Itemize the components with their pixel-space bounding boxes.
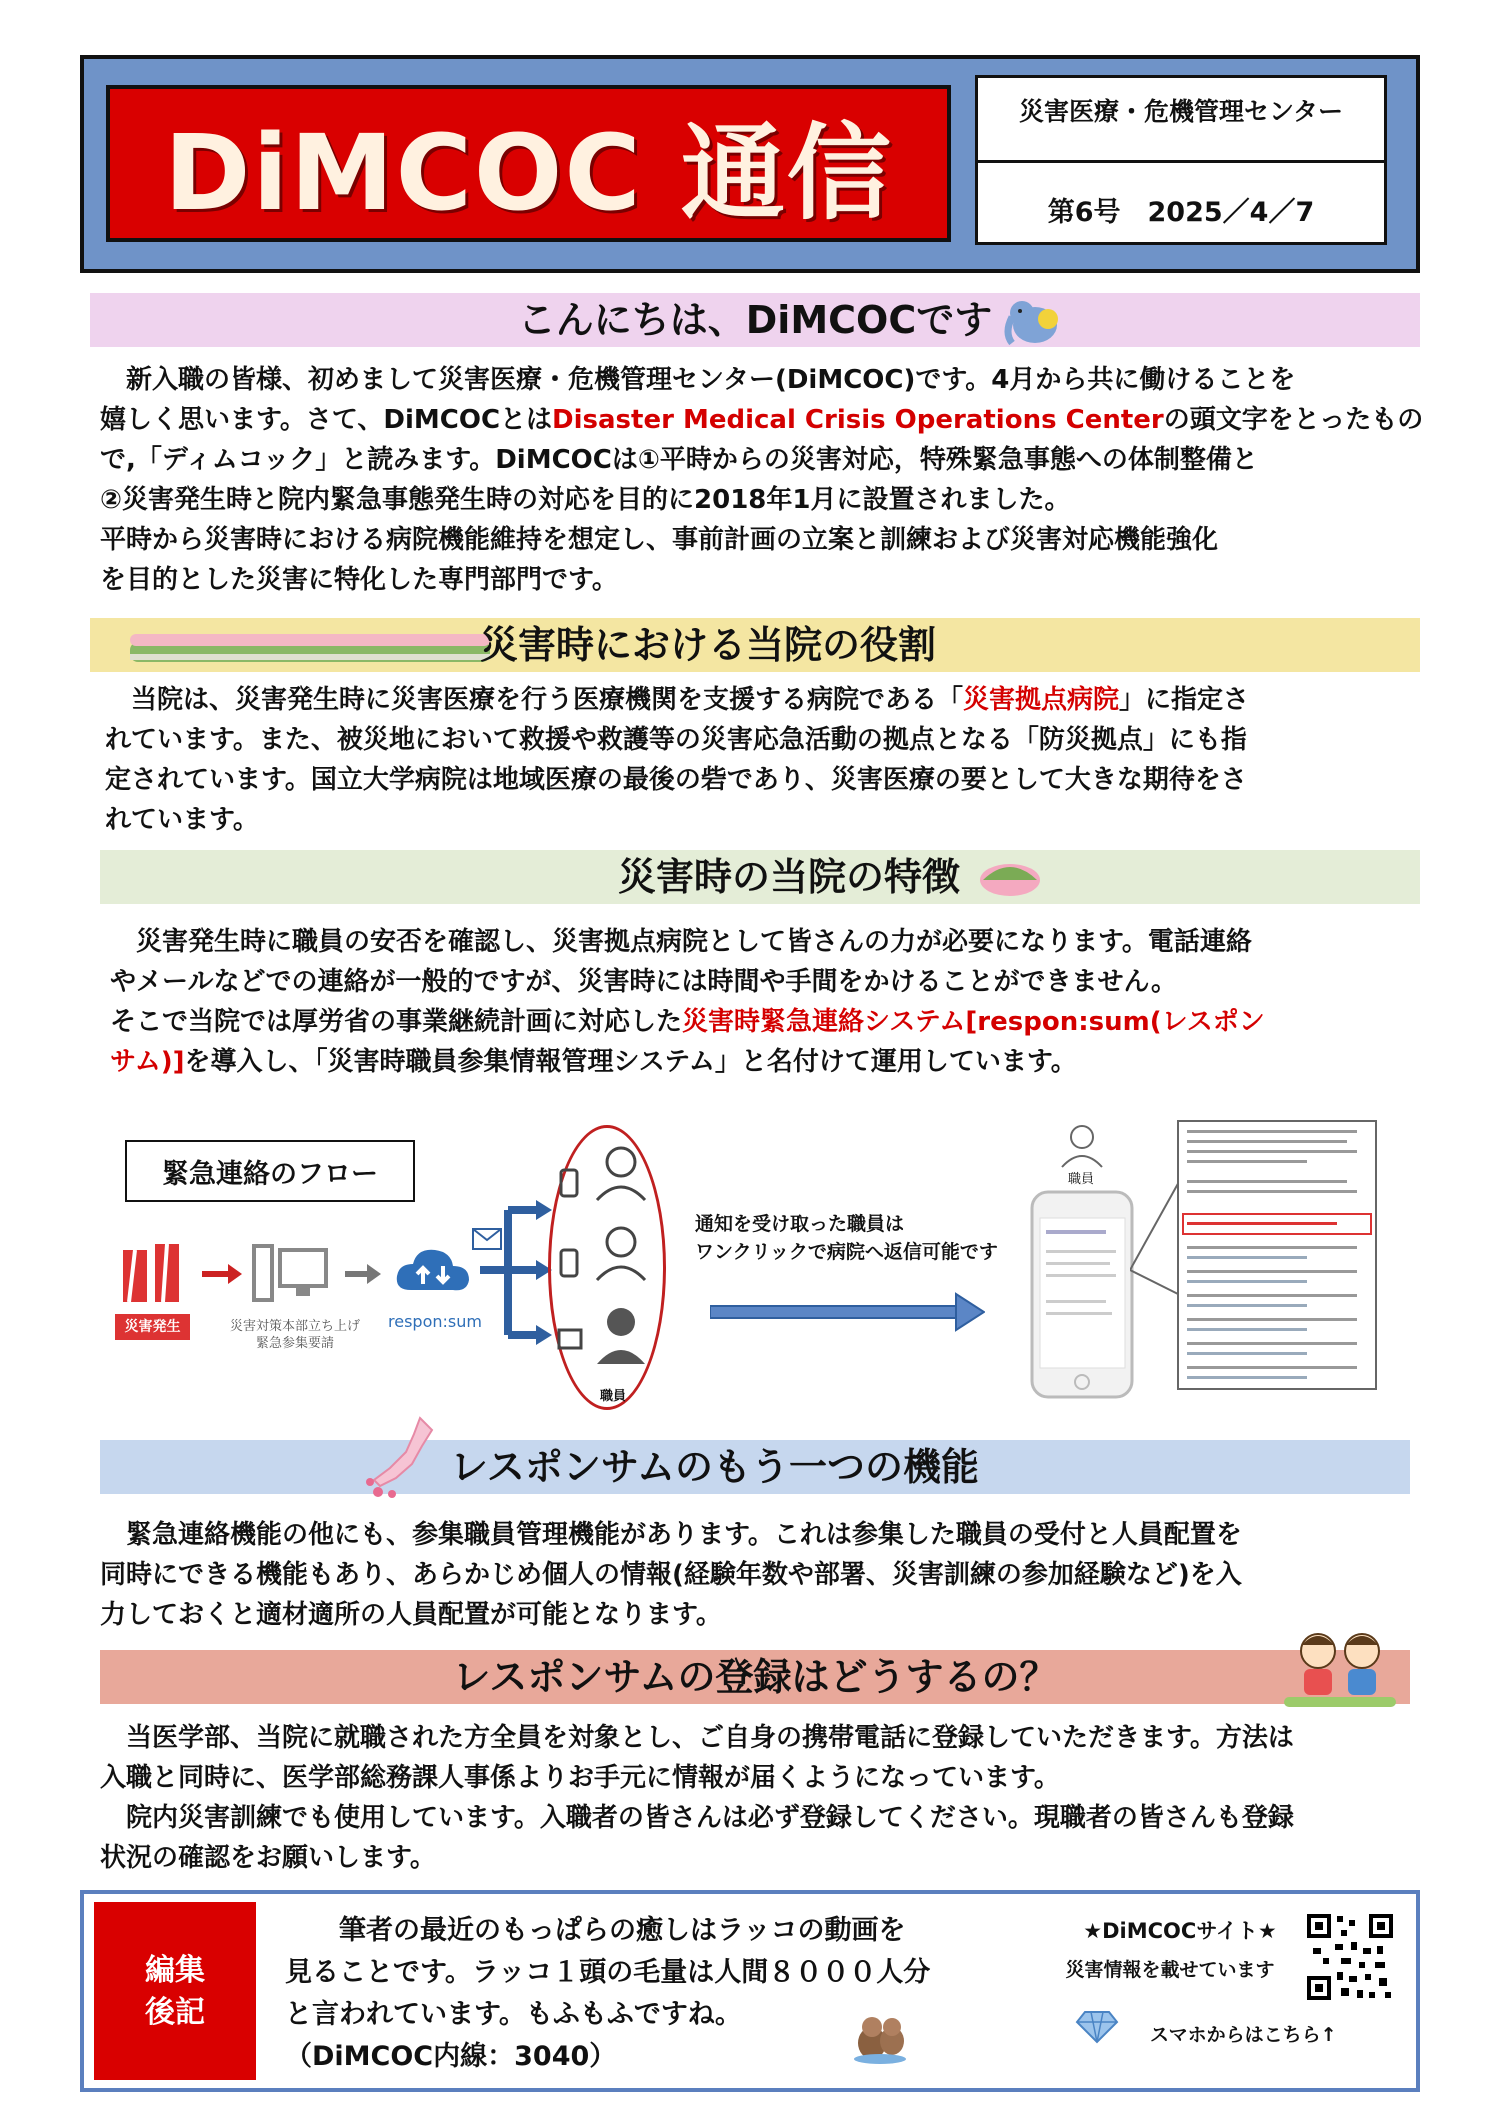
text-line: れています。 xyxy=(105,805,259,835)
section-title-features: 災害時の当院の特徴 xyxy=(617,855,960,899)
greeting-paragraph xyxy=(100,360,1430,600)
text-line: と言われています。もふもふですね。 xyxy=(285,1999,742,2030)
responsum-name: 災害時緊急連絡システム[respon:sum(レスポン xyxy=(682,1007,1265,1037)
role-paragraph xyxy=(105,680,1435,840)
text-line: 平時から災害時における病院機能維持を想定し、事前計画の立案と訓練および災害対応機能強化 xyxy=(100,525,1219,555)
text-line: で,「ディムコック」と読みます。DiMCOCは①平時からの災害対応，特殊緊急事態への体制整備と xyxy=(100,445,1258,475)
flow-label: 緊急連絡のフロー xyxy=(162,1159,378,1190)
editor-note-label xyxy=(94,1950,256,2034)
elephant-icon xyxy=(1000,285,1070,359)
label-line: 編集 xyxy=(145,1953,205,1988)
site-note: 災害情報を載せています xyxy=(1065,1959,1275,1981)
disaster-base-hospital: 災害拠点病院 xyxy=(963,685,1120,715)
dimcoc-full-name: Disaster Medical Crisis Operations Center xyxy=(552,405,1164,435)
text-line: 院内災害訓練でも使用しています。入職者の皆さんは必ず登録してください。現職者の皆さんも登録 xyxy=(100,1803,1294,1833)
japan-map-sakura-icon xyxy=(360,1412,450,1506)
text-line: を導入し、「災害時職員参集情報管理システム」と名付けて運用しています。 xyxy=(184,1047,1077,1077)
diamond-icon xyxy=(1075,2010,1119,2048)
disaster-label: 災害発生 xyxy=(115,1314,190,1340)
children-icon xyxy=(1280,1615,1400,1714)
branch-arrows xyxy=(480,1190,555,1394)
text-line: 当院は、災害発生時に災害医療を行う医療機関を支援する病院である「 xyxy=(105,685,964,715)
hq-text-2: 緊急参集要請 xyxy=(255,1336,334,1351)
features-paragraph xyxy=(110,922,1430,1082)
text-line: ②災害発生時と院内緊急事態発生時の対応を目的に2018年1月に設置されました。 xyxy=(100,485,1071,515)
sakura-mochi-icon xyxy=(975,850,1045,908)
responsum-label: respon:sum xyxy=(388,1312,482,1331)
staff-label: 職員 xyxy=(600,1389,627,1404)
phone-staff-label: 職員 xyxy=(1068,1172,1095,1187)
computer-icon xyxy=(250,1238,330,1312)
registration-paragraph xyxy=(100,1718,1440,1878)
smartphone-mockup xyxy=(1030,1190,1135,1404)
staff-icons xyxy=(555,1140,655,1394)
issue-number-date: 第6号 2025／4／7 xyxy=(1047,197,1315,228)
text-line: を目的とした災害に特化した専門部門です。 xyxy=(100,565,618,595)
text-line: 入職と同時に、医学部総務課人事係よりお手元に情報が届くようになっています。 xyxy=(100,1763,1060,1793)
message-sample xyxy=(1177,1120,1377,1390)
arrow-right-icon xyxy=(345,1262,381,1290)
section-title-registration: レスポンサムの登録はどうするの？ xyxy=(452,1655,1058,1699)
responsum-name-cont: サム)] xyxy=(110,1047,185,1077)
cloud-icon xyxy=(393,1240,473,1304)
qr-code[interactable] xyxy=(1305,1912,1395,2006)
other-function-paragraph xyxy=(100,1515,1430,1635)
text-line: （DiMCOC内線：3040） xyxy=(285,2041,617,2072)
text-line: やメールなどでの連絡が一般的ですが、災害時には時間や手間をかけることができません。 xyxy=(110,967,1178,997)
text-line: の頭文字をとったもの xyxy=(1163,405,1424,435)
label-line: 後記 xyxy=(145,1995,205,2030)
arrow-right-icon xyxy=(202,1262,242,1290)
section-title-greeting: こんにちは、DiMCOCです xyxy=(517,298,993,342)
long-arrow xyxy=(710,1292,985,1336)
text-line: 見ることです。ラッコ１頭の毛量は人間８０００人分 xyxy=(285,1957,931,1988)
text-line: 嬉しく思います。さて、DiMCOCとは xyxy=(100,405,553,435)
notice-line: 通知を受け取った職員は xyxy=(695,1213,905,1235)
text-line: 新入職の皆様、初めまして災害医療・危機管理センター(DiMCOC)です。4月から共に働けることを xyxy=(100,365,1296,395)
text-line: 同時にできる機能もあり、あらかじめ個人の情報(経験年数や部署、災害訓練の参加経験など)を入 xyxy=(100,1560,1242,1590)
disaster-building-icon xyxy=(115,1240,190,1312)
doctor-icon xyxy=(1060,1123,1104,1173)
sea-otter-icon xyxy=(850,2005,910,2069)
text-line: 災害発生時に職員の安否を確認し、災害拠点病院として皆さんの力が必要になります。電話連絡 xyxy=(110,927,1252,957)
text-line: そこで当院では厚労省の事業継続計画に対応した xyxy=(110,1007,683,1037)
section-title-other-function: レスポンサムのもう一つの機能 xyxy=(450,1445,979,1489)
text-line: 状況の確認をお願いします。 xyxy=(100,1843,436,1873)
hq-text-1: 災害対策本部立ち上げ xyxy=(229,1319,360,1334)
notice-text xyxy=(695,1210,1015,1266)
newsletter-title: DiMCOC 通信 xyxy=(164,111,893,234)
text-line: 筆者の最近のもっぱらの癒しはラッコの動画を xyxy=(285,1915,906,1946)
text-line: 当医学部、当院に就職された方全員を対象とし、ご自身の携帯電話に登録していただきます。方法は xyxy=(100,1723,1294,1753)
text-line: 」に指定さ xyxy=(1119,685,1250,715)
editor-note-text xyxy=(285,1910,1045,2078)
text-line: 定されています。国立大学病院は地域医療の最後の砦であり、災害医療の要として大きな期待をさ xyxy=(105,765,1247,795)
section-title-role: 災害時における当院の役割 xyxy=(480,623,937,667)
site-title: ★DiMCOCサイト★ xyxy=(1083,1919,1277,1943)
organization-name: 災害医療・危機管理センター xyxy=(1018,97,1343,126)
sakura-mochi-row-icon xyxy=(130,622,490,672)
text-line: れています。また、被災地において救援や救護等の災害応急活動の拠点となる「防災拠点」にも指 xyxy=(105,725,1247,755)
text-line: 力しておくと適材適所の人員配置が可能となります。 xyxy=(100,1600,722,1630)
org-divider xyxy=(975,160,1387,163)
text-line: 緊急連絡機能の他にも、参集職員管理機能があります。これは参集した職員の受付と人員配置を xyxy=(100,1520,1242,1550)
notice-line: ワンクリックで病院へ返信可能です xyxy=(695,1241,998,1263)
site-phone-note: スマホからはこちら↑ xyxy=(1150,2024,1337,2046)
